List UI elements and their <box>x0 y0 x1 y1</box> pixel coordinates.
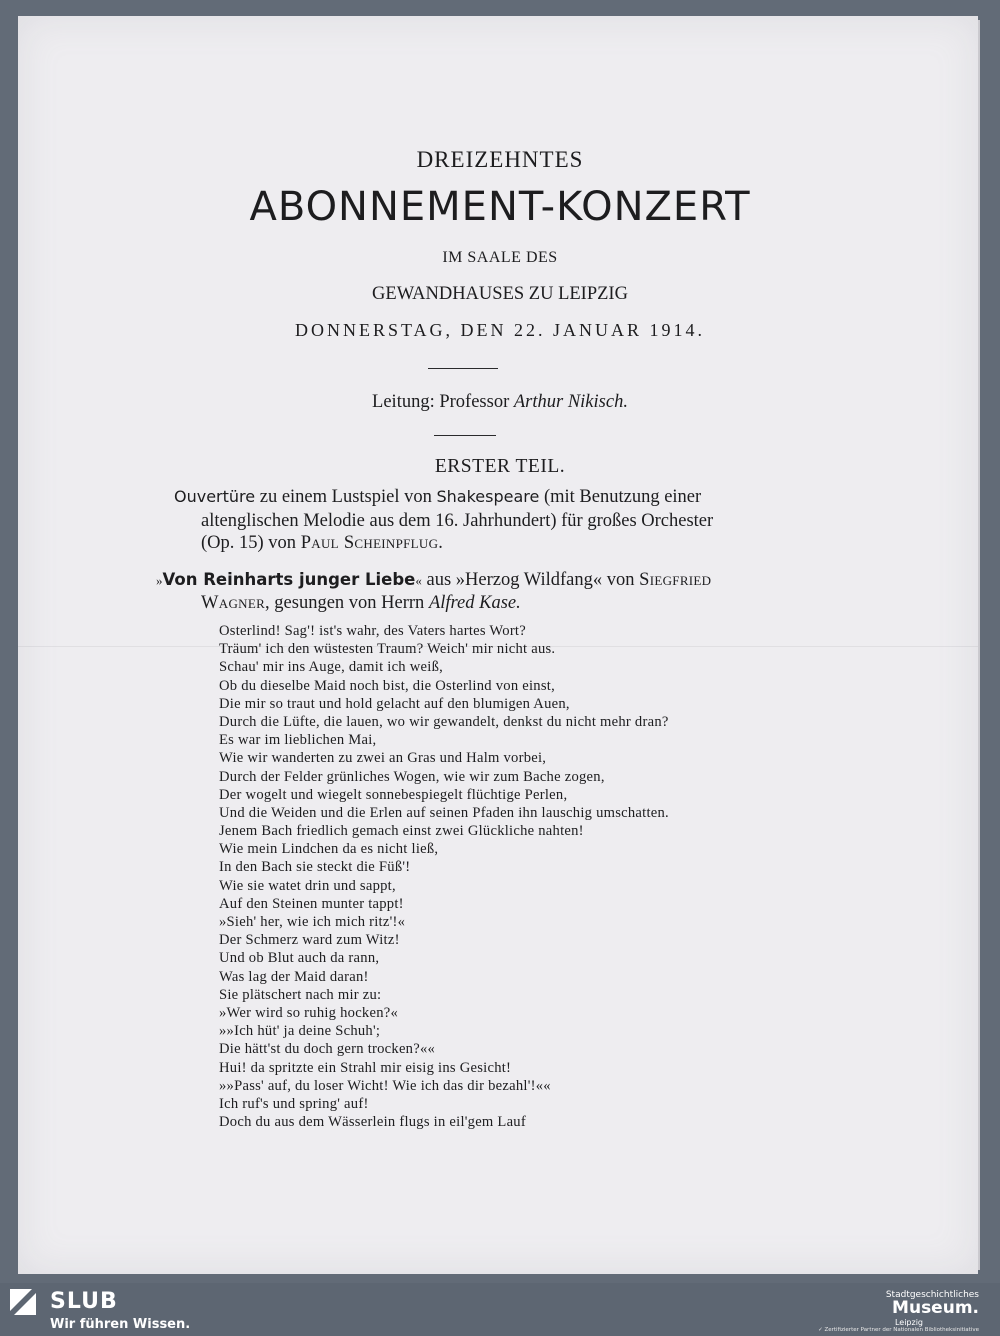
leitung-label: Leitung: Professor <box>372 392 510 412</box>
item1-text-end: (mit Benutzung einer <box>539 487 702 507</box>
lyric-line: Doch du aus dem Wässerlein flugs in eil'gem Lauf <box>219 1114 526 1131</box>
page-title: ABONNEMENT-KONZERT <box>249 184 751 230</box>
lyric-line: Ich ruf's und spring' auf! <box>219 1095 369 1112</box>
museum-logo-text[interactable]: Museum. <box>892 1298 979 1318</box>
lyric-line: Und ob Blut auch da rann, <box>219 950 380 967</box>
lyric-line: Schau' mir ins Auge, damit ich weiß, <box>219 659 444 676</box>
lyric-line: Wie mein Lindchen da es nicht ließ, <box>219 841 439 858</box>
lyric-line: »Sieh' her, wie ich mich ritz'!« <box>219 914 406 930</box>
lyric-line: Osterlind! Sag'! ist's wahr, des Vaters hartes Wort? <box>219 623 526 639</box>
item2-composer-first: Siegfried <box>639 570 712 590</box>
lyric-line: Die mir so traut und hold gelacht auf den blumigen Auen, <box>219 695 570 712</box>
lyric-line: Ob du dieselbe Maid noch bist, die Osterlind von einst, <box>219 677 555 694</box>
lyric-line: In den Bach sie steckt die Füß'! <box>219 859 411 876</box>
museum-city: Leipzig <box>894 1318 923 1327</box>
item2-singer: Alfred Kase. <box>428 593 521 613</box>
lyric-line: Hui! da spritzte ein Strahl mir eisig ins Gesicht! <box>219 1059 512 1076</box>
item1-author: Shakespeare <box>436 487 540 506</box>
item2-quote-close: « <box>415 573 422 588</box>
item2-quote-open: » <box>156 573 163 588</box>
item2-title: Von Reinharts junger Liebe <box>162 570 416 589</box>
lyric-line: Der wogelt und wiegelt sonnebespiegelt flüchtige Perlen, <box>219 786 568 803</box>
item2-text-2: , gesungen von Herrn <box>265 593 429 613</box>
item2-line2 <box>201 593 521 614</box>
concert-date: DONNERSTAG, DEN 22. JANUAR 1914. <box>294 320 706 340</box>
lyric-line: Der Schmerz ward zum Witz! <box>219 932 400 949</box>
slub-tagline: Wir führen Wissen. <box>50 1317 191 1332</box>
lyric-line: Träum' ich den wüstesten Traum? Weich' mir nicht aus. <box>219 641 556 658</box>
item2-line1 <box>156 570 711 591</box>
conductor-line <box>0 392 1000 413</box>
lyric-line: Auf den Steinen munter tappt! <box>219 895 404 912</box>
lyric-line: Die hätt'st du doch gern trocken?«« <box>219 1041 436 1058</box>
lyric-line: Was lag der Maid daran! <box>219 968 369 985</box>
museum-label-top: Stadtgeschichtliches <box>885 1290 979 1300</box>
item2-text: aus »Herzog Wildfang« von <box>421 570 640 590</box>
venue-line-2: GEWANDHAUSES ZU LEIPZIG <box>372 284 628 304</box>
museum-certification: ✓ Zertifizierter Partner der Nationalen Bibliotheksinitiative <box>818 1327 979 1333</box>
lyric-line: Durch der Felder grünliches Wogen, wie wir zum Bache zogen, <box>219 768 605 785</box>
title-line-1: DREIZEHNTES <box>416 147 584 172</box>
item2-composer-last: Wagner <box>201 593 266 613</box>
lyric-line: Jenem Bach friedlich gemach einst zwei Glückliche nahten! <box>219 823 584 840</box>
lyric-line: »»Ich hüt' ja deine Schuh'; <box>219 1023 381 1040</box>
item1-line3 <box>201 533 443 554</box>
conductor-name: Arthur Nikisch. <box>513 392 628 412</box>
divider-rule <box>428 368 498 369</box>
lyric-line: »»Pass' auf, du loser Wicht! Wie ich das dir bezahl'!«« <box>219 1077 551 1094</box>
lyric-line: Es war im lieblichen Mai, <box>219 732 377 749</box>
lyric-line: Wie sie watet drin und sappt, <box>219 877 396 894</box>
item1-line1 <box>174 487 701 508</box>
lyric-line: »Wer wird so ruhig hocken?« <box>219 1004 399 1021</box>
part-heading: ERSTER TEIL. <box>434 456 566 477</box>
item1-line2: altenglischen Melodie aus dem 16. Jahrhundert) für großes Orchester <box>201 511 714 531</box>
slub-logo-icon[interactable] <box>10 1289 36 1315</box>
lyric-line: Und die Weiden und die Erlen auf seinen Pfaden ihn lauschig umschatten. <box>219 804 669 821</box>
item1-text: zu einem Lustspiel von <box>255 487 437 507</box>
lyric-line: Sie plätschert nach mir zu: <box>219 986 382 1003</box>
slub-logo-text[interactable]: SLUB <box>50 1289 118 1314</box>
venue-line-1: IM SAALE DES <box>442 249 558 266</box>
item1-title: Ouvertüre <box>174 487 256 506</box>
lyrics-block <box>219 622 669 1131</box>
lyric-line: Wie wir wanderten zu zwei an Gras und Halm vorbei, <box>219 750 547 767</box>
lyric-line: Durch die Lüfte, die lauen, wo wir gewandelt, denkst du nicht mehr dran? <box>219 713 669 730</box>
divider-rule-2 <box>434 435 496 436</box>
item1-opus: (Op. 15) von <box>201 533 301 553</box>
item1-composer: Paul Scheinpflug. <box>300 533 444 553</box>
